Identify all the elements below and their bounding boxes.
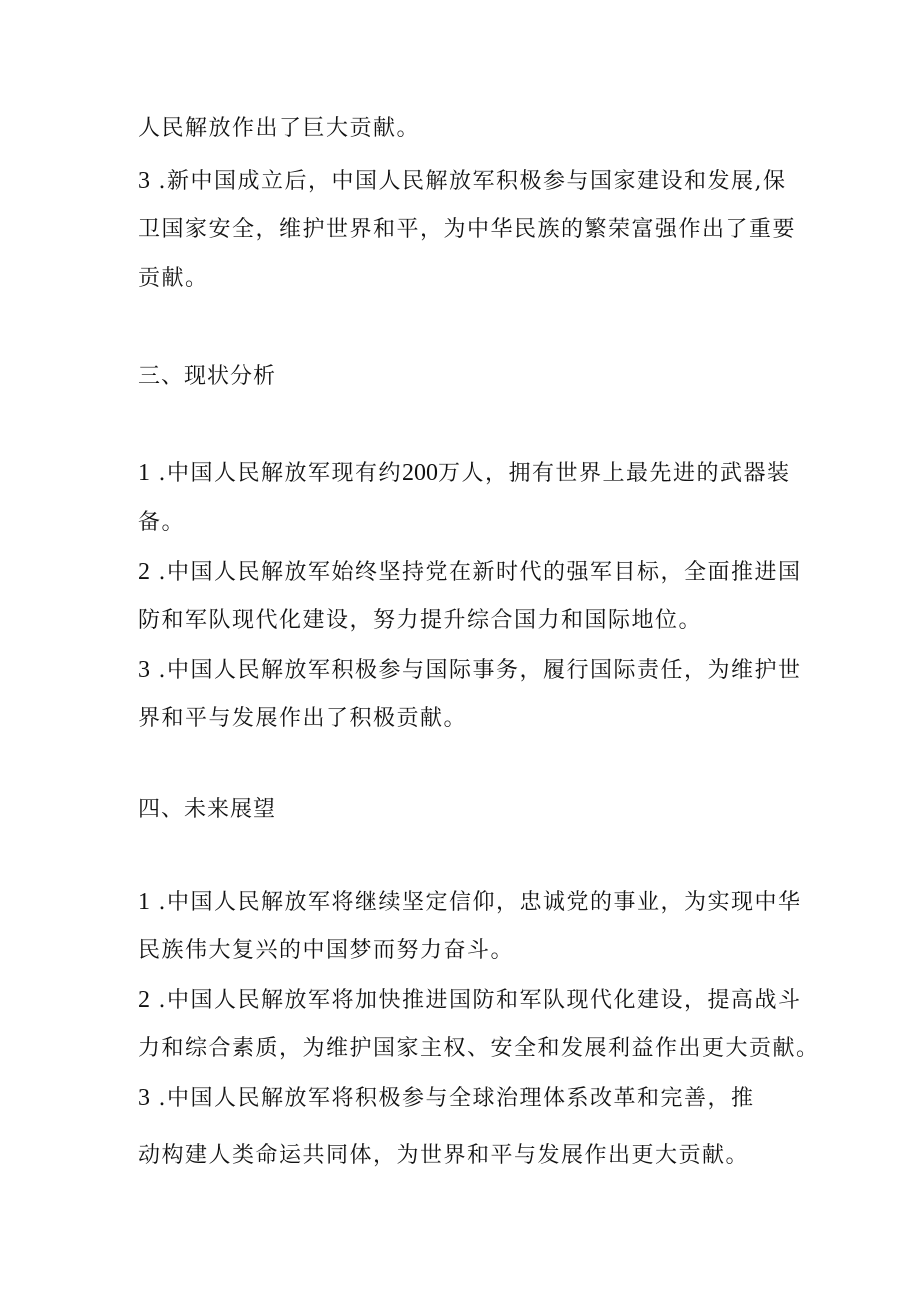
line-text: .中国人民解放军将加快推进国防和军队现代化建设，提高战斗 xyxy=(150,988,802,1013)
status-item-1-line-2 xyxy=(138,508,185,538)
status-item-1-line-1 xyxy=(138,458,791,489)
line-text: 卫国家安全，维护世界和平，为中华民族的繁荣富强作出了重要 xyxy=(138,217,797,242)
line-text: 人民解放作出了巨大贡献。 xyxy=(138,116,421,141)
status-item-3-line-1 xyxy=(138,655,802,686)
list-number: 3 xyxy=(138,168,150,194)
line-text: 力和综合素质，为维护国家主权、安全和发展利益作出更大贡献。 xyxy=(138,1036,820,1061)
outlook-item-1-line-2 xyxy=(138,936,514,966)
line-text: 界和平与发展作出了积极贡献。 xyxy=(138,706,468,731)
line-text: .中国人民解放军积极参与国际事务，履行国际责任，为维护世 xyxy=(150,658,802,683)
outlook-item-3-line-1 xyxy=(138,1083,755,1114)
line-text: .新中国成立后，中国人民解放军积极参与国家建设和发展,保 xyxy=(150,169,787,194)
list-item-3-line-3 xyxy=(138,264,209,294)
list-number: 1 xyxy=(138,889,150,915)
list-item-3-line-1 xyxy=(138,166,786,197)
list-number: 3 xyxy=(138,657,150,683)
status-item-2-line-1 xyxy=(138,557,802,588)
status-item-3-line-2 xyxy=(138,704,467,734)
heading-text: 四、未来展望 xyxy=(138,797,277,822)
line-text: 防和军队现代化建设，努力提升综合国力和国际地位。 xyxy=(138,608,703,633)
list-number: 3 xyxy=(138,1085,150,1111)
line-text: .中国人民解放军将继续坚定信仰，忠诚党的事业，为实现中华 xyxy=(150,890,802,915)
section-heading-status-analysis xyxy=(138,362,276,392)
section-heading-outlook xyxy=(138,795,276,825)
outlook-item-2-line-1 xyxy=(138,985,802,1016)
line-text: .中国人民解放军将积极参与全球治理体系改革和完善，推 xyxy=(150,1086,755,1111)
line-text: 民族伟大复兴的中国梦而努力奋斗。 xyxy=(138,938,515,963)
paragraph-line xyxy=(138,114,420,144)
list-number: 2 xyxy=(138,987,150,1013)
line-text: 万人，拥有世界上最先进的武器装 xyxy=(438,461,791,486)
line-text: 动构建人类命运共同体，为世界和平与发展作出更大贡献。 xyxy=(138,1143,750,1168)
list-number: 2 xyxy=(138,559,150,585)
line-text: .中国人民解放军现有约 xyxy=(150,461,402,486)
list-item-3-line-2 xyxy=(138,215,796,245)
list-number: 1 xyxy=(138,460,150,486)
figure-number: 200 xyxy=(402,460,438,486)
outlook-item-2-line-2 xyxy=(138,1034,820,1064)
line-text: .中国人民解放军始终坚持党在新时代的强军目标，全面推进国 xyxy=(150,560,802,585)
status-item-2-line-2 xyxy=(138,606,702,636)
heading-text: 三、现状分析 xyxy=(138,364,277,389)
outlook-item-1-line-1 xyxy=(138,887,802,918)
line-text: 贡献。 xyxy=(138,266,209,291)
line-text: 备。 xyxy=(138,510,186,535)
outlook-item-3-line-2 xyxy=(138,1141,749,1171)
